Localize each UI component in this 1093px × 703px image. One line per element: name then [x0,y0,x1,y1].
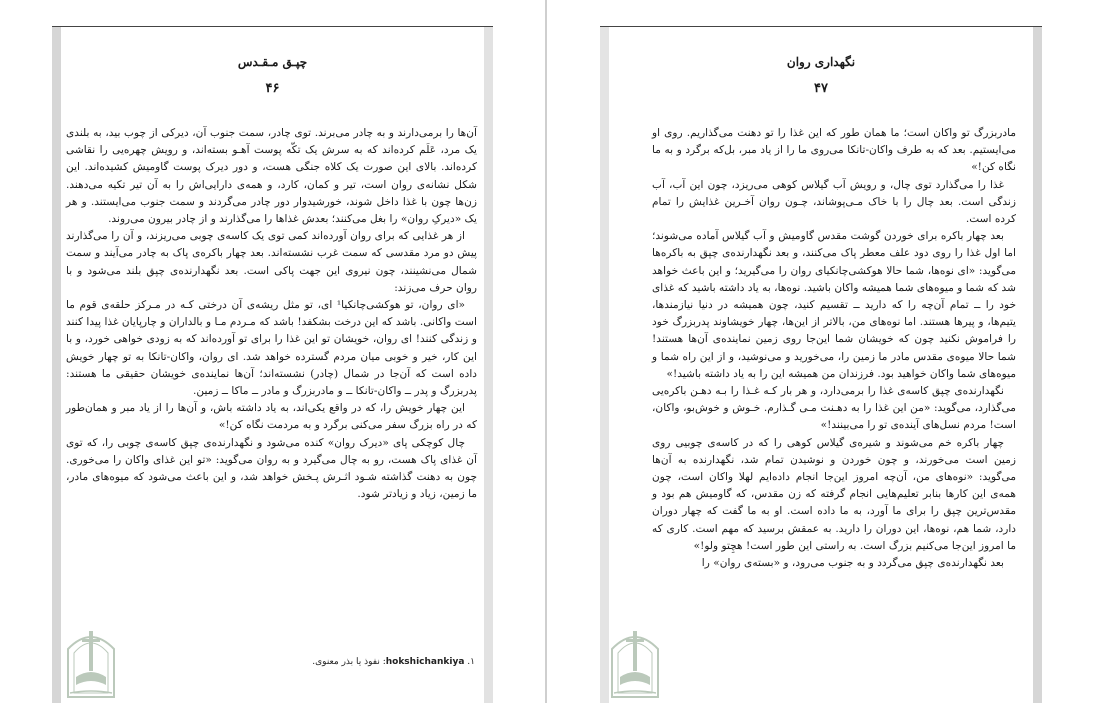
paragraph: این چهار خویش را، که در واقع یکی‌اند، به یاد داشته باش، و آن‌ها را از یاد مبر و همان‌طور که در راه بزرگ سفر می‌کنی برگرد و به مردمت نگاه کن!» [66,402,477,432]
body-text [652,125,1016,572]
paragraph: مادربزرگ تو واکان است؛ ما همان طور که این غذا را تو دهنت می‌گذاریم. روی او می‌ایستیم. بعد که به طرف واکان-تانکا می‌روی ما را از یاد مبر، بل‌که برگرد و به ما نگاه کن!» [652,127,1016,174]
paragraph: «ای روان، تو هوکشی‌چانکیا¹ ای، تو مثل ریشه‌ی آن درختی کـه در مـرکز حلقه‌ی قوم ما است واکانی. باشد که این درخت بشکفد! باشد که مـردم مـا و بالداران و چارپایان غذا پیدا کنند و زندگی کنند! ای روان، خویشان تو این غذا را برای تو آورده‌اند که به زودی خواهی خورد، و با این کار، خیر و خوبی میان مردم گسترده خواهد شد. ای روان، واکان-تانکا به تو چهار خویش داده است که آن‌جا در شمال (چادر) نشسته‌اند؛ آن‌ها نماینده‌ی خویشان حقیقی ما هستند: پدربزرگ و پدر ــ واکان-تانکا ــ و مادربزرگ و مادر ــ ماکا ــ زمین. [66,299,477,398]
page-edge-shadow [1033,27,1042,703]
left-page [52,26,493,703]
paragraph: نگهدارنده‌ی چپق کاسه‌ی غذا را برمی‌دارد، و هر بار کـه غـذا را بـه دهـن باکره‌یی می‌گذارد، می‌گوید: «من این غذا را به دهـنت مـی گـذارم. خـوش و خوش‌بو، واکان، است! مردم نسل‌های آینده‌ی تو را می‌بینند!» [652,385,1016,432]
book-gutter [545,0,547,703]
page-edge-shadow [484,27,493,703]
paragraph: بعد نگهدارنده‌ی چپق می‌گردد و به جنوب می‌رود، و «بسته‌ی روان» را [701,557,1004,570]
library-seal-watermark [606,619,664,699]
footnote [312,657,475,667]
right-page [600,26,1042,703]
page-number: ۴۷ [814,81,828,96]
footnote-term: hokshichankiya [385,657,465,667]
paragraph: غذا را می‌گذارد توی چال، و رویش آب گیلاس کوهی می‌ریزد، چون این آب، آب زندگی است. بعد چال را با خاک مـی‌پوشاند، چـون روان آخـرین غذایش را تمام کرده است. [652,178,1016,226]
paragraph: چال کوچکی پای «دیرک روان» کنده می‌شود و نگهدارنده‌ی چپق کاسه‌ی چوبی را، که توی آن غذای پاک هست، رو به چال می‌گیرد و به روان می‌گوید: «تو این غذای واکان را می‌خوری. چون به دهنت گذاشته شـود اثـرش پـخش خواهد شد، و این باعث می‌شود که میوه‌های مادر، ما زمین، زیاد و زیادتر شود. [66,436,477,501]
body-text [66,125,477,503]
paragraph: بعد چهار باکره برای خوردن گوشت مقدس گاومیش و آب گیلاس آماده می‌شوند؛ اما اول غذا را روی دود علف معطر پاک می‌کنند، و بعد نگهدارنده‌ی چپق به باکره‌ها می‌گوید: «ای نوه‌ها، شما حالا هوکشی‌چانکیای روان را می‌گیرید؛ و این باعث خواهد شد که شما و میوه‌های شما همیشه واکان باشید. نوه‌ها، به یاد داشته باشید که غذای خود را ــ تمام آن‌چه را که دارید ــ تقسیم کنید، چون همیشه در دنیا نیازمندها، یتیم‌ها، و پیرها هستند. اما نوه‌های من، بالاتر از این‌ها، چهار خویشاوند پدربزرگ خود را فراموش نکنید چون که خویشان شما این‌جا روی زمین نماینده‌ی آن‌ها هستند! شما حالا میوه‌ی مقدس مادر ما زمین را، می‌خورید و می‌نوشید، و از این راه شما و میوه‌های شما واکان خواهید بود. فرزندان من همیشه این را به یاد داشته باشید!» [652,230,1016,380]
footnote-text: : نفوذ یا بذر معنوی. [312,657,386,667]
footnote-marker: ۱. [467,657,475,667]
running-head: چپـق مـقـدس [237,55,308,69]
running-head: نگهداری روان [786,55,856,69]
paragraph: چهار باکره خم می‌شوند و شیره‌ی گیلاس کوهی را که در کاسه‌ی چوبیی روی زمین است می‌خورند، و چون خوردن و نوشیدن تمام شد، نگهدارنده به آن‌ها می‌گوید: «نوه‌های من، آن‌چه امروز این‌جا انجام داده‌ایم لهلا واکان است، چون همه‌ی این کارها بنابر تعلیم‌هایی انجام گرفته که زن مقدس، که گاومیش هم بود و مقدس‌ترین چپق را برای ما آورد، به ما داده است. او به ما گفت که چهار دوران دارد، شما هم، نوه‌ها، این دوران را دارید. به عمقش برسید که مهم است. کاری که ما امروز این‌جا می‌کنیم بزرگ است. به راستی این طور است! هچِتو ولو!» [652,436,1016,552]
page-edge-shadow [52,27,61,703]
page-edge-shadow [600,27,609,703]
library-seal-watermark [62,619,120,699]
paragraph: آن‌ها را برمی‌دارند و به چادر می‌برند. توی چادر، سمت جنوب آن، دیرکی از چوب بید، به بلندی یک مرد، عَلَم کرده‌اند که به سرش یک تکّه پوست آهـو بسته‌اند، و رویش چهره‌یی را نقاشی کرده‌اند. بالای این صورت یک کلاه جنگی هست، و دور دیرک پوست گاومیش کشیده‌اند. این شکل نشانه‌ی روان است، تیر و کمان، کارد، و همه‌ی دارایی‌اش را به آن تیر تکیه می‌دهند. زن‌ها چون با غذا داخل شوند، خورشیدوار دور چادر می‌گردند و سمت جنوب می‌ایستند. و هر یک «دیرکِ روان» را بغل می‌کنند؛ بعدش غذاها را می‌گذارند و از چادر بیرون می‌روند. [66,127,477,226]
page-number: ۴۶ [265,81,280,96]
paragraph: از هر غذایی که برای روان آورده‌اند کمی توی یک کاسه‌ی چوبی می‌ریزند، و آن را می‌گذارند پیش دو مرد مقدسی که سمت غرب نشسته‌اند. بعد چهار باکره‌ی پاک به چادر می‌آیند و سمت شمال می‌نشینند، چون نیروی این جهت پاکی است. بعد نگهدارنده‌ی چپق بلند می‌شود و با روان حرف می‌زند: [66,230,477,294]
